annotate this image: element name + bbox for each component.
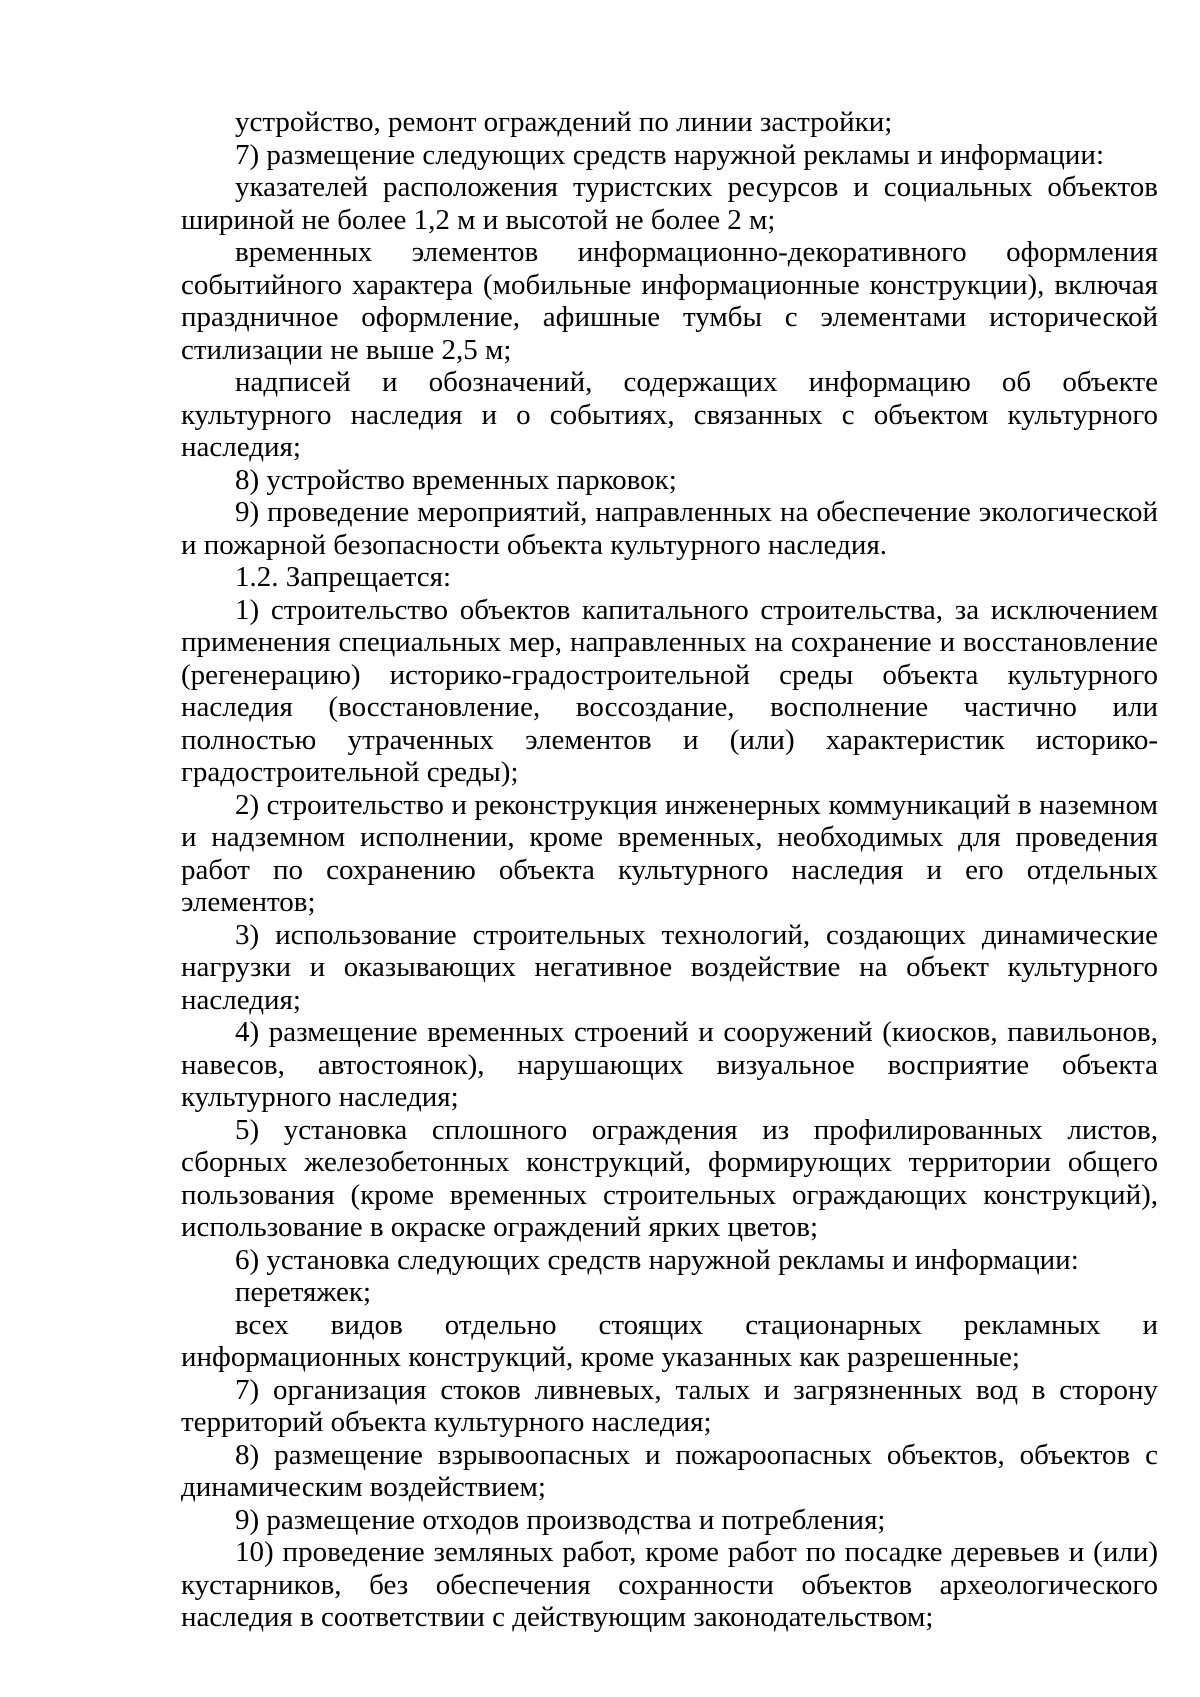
paragraph-prohibited-item-6: 6) установка следующих средств наружной рекламы и информации: — [235, 1243, 1079, 1276]
paragraph-allowed-item-7: 7) размещение следующих средств наружной рекламы и информации: — [235, 138, 1105, 171]
paragraph-stretch-banners: перетяжек; — [235, 1276, 372, 1308]
paragraph-prohibited-item-5: 5) установка сплошного ограждения из профилированных листов, сборных железобетонных конструкций, формирующих территории общего пользования (кроме временных строительных ограждающих конструкций), использование в окраске ограждений ярких цветов; — [181, 1113, 1158, 1243]
paragraph-prohibited-item-9: 9) размещение отходов производства и потребления; — [235, 1503, 886, 1536]
paragraph-fence-repair: устройство, ремонт ограждений по линии застройки; — [235, 106, 893, 138]
document-body — [181, 106, 1158, 1634]
paragraph-prohibited-item-1: 1) строительство объектов капитального строительства, за исключением применения специальных мер, направленных на сохранение и восстановление (регенерацию) историко-градостроительной среды объекта культурного наследия (восстановление, воссоздание, восполнение частично или полностью утраченных элементов и (или) характеристик историко-градостроительной среды); — [181, 593, 1158, 788]
paragraph-prohibited-item-8: 8) размещение взрывоопасных и пожароопасных объектов, объектов с динамическим воздействием; — [181, 1438, 1158, 1503]
paragraph-prohibited-item-4: 4) размещение временных строений и сооружений (киосков, павильонов, навесов, автостоянок), нарушающих визуальное восприятие объекта культурного наследия; — [181, 1016, 1158, 1113]
paragraph-prohibited-item-7: 7) организация стоков ливневых, талых и загрязненных вод в сторону территорий объекта культурного наследия; — [181, 1373, 1158, 1438]
paragraph-standalone-structures: всех видов отдельно стоящих стационарных рекламных и информационных конструкций, кроме указанных как разрешенные; — [181, 1308, 1158, 1373]
paragraph-tourist-signs: указателей расположения туристских ресурсов и социальных объектов шириной не более 1,2 м и высотой не более 2 м; — [181, 171, 1158, 236]
paragraph-prohibited-item-2: 2) строительство и реконструкция инженерных коммуникаций в наземном и надземном исполнении, кроме временных, необходимых для проведения работ по сохранению объекта культурного наследия и его отдельных элементов; — [181, 788, 1158, 918]
paragraph-prohibited-item-3: 3) использование строительных технологий, создающих динамические нагрузки и оказывающих негативное воздействие на объект культурного наследия; — [181, 918, 1158, 1016]
paragraph-temporary-decor: временных элементов информационно-декоративного оформления событийного характера (мобильные информационные конструкции), включая праздничное оформление, афишные тумбы с элементами исторической стилизации не выше 2,5 м; — [181, 236, 1158, 366]
paragraph-allowed-item-8: 8) устройство временных парковок; — [235, 463, 677, 496]
paragraph-prohibited-item-10: 10) проведение земляных работ, кроме работ по посадке деревьев и (или) кустарников, без обеспечения сохранности объектов археологического наследия в соответствии с действующим законодательством; — [181, 1536, 1158, 1633]
section-heading-prohibited: 1.2. Запрещается: — [235, 561, 452, 593]
paragraph-allowed-item-9: 9) проведение мероприятий, направленных на обеспечение экологической и пожарной безопасности объекта культурного наследия. — [181, 496, 1158, 561]
paragraph-heritage-inscriptions: надписей и обозначений, содержащих информацию об объекте культурного наследия и о событиях, связанных с объектом культурного наследия; — [181, 366, 1158, 463]
